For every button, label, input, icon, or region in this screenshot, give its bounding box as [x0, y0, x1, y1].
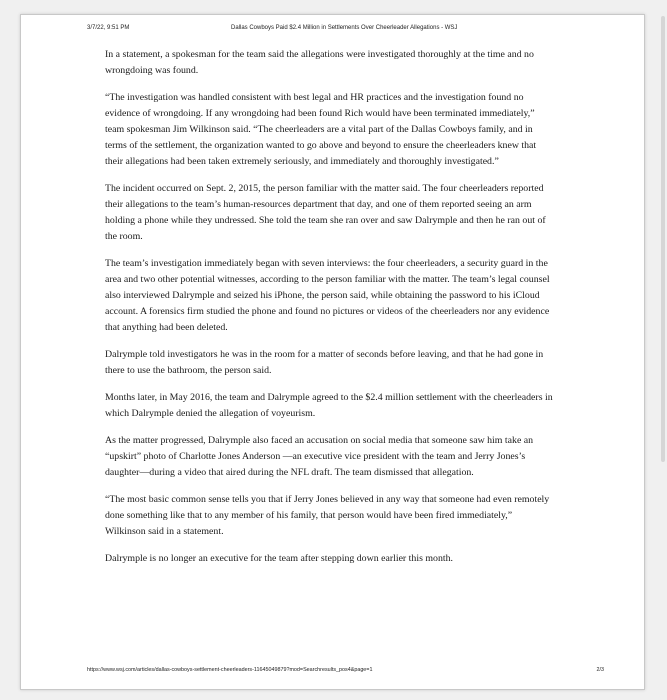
- article-paragraph: “The investigation was handled consistent with best legal and HR practices and the investigation found no evidence of wrongdoing. If any wrongdoing had been found Rich would have been terminated immediately,” team spokesman Jim Wilkinson said. “The cheerleaders are a vital part of the Dallas Cowboys family, and in terms of the settlement, the organization wanted to go above and beyond to ensure the cheerleaders knew that their allegations had been taken extremely seriously, and immediately and thoroughly investigated.”: [105, 92, 537, 167]
- article-url: https://www.wsj.com/articles/dallas-cowboys-settlement-cheerleaders-11645049879?mod=Searchresults_pos4&page=1: [87, 667, 373, 673]
- article-paragraph: Dalrymple is no longer an executive for the team after stepping down earlier this month.: [105, 553, 453, 564]
- article-body: [105, 47, 555, 578]
- document-page: [20, 14, 645, 690]
- article-paragraph: Months later, in May 2016, the team and Dalrymple agreed to the $2.4 million settlement with the cheerleaders in which Dalrymple denied the allegation of voyeurism.: [105, 392, 553, 419]
- vertical-scrollbar[interactable]: [661, 16, 665, 462]
- article-paragraph: The team’s investigation immediately began with seven interviews: the four cheerleaders, a security guard in the area and two other potential witnesses, according to the person familiar with the matter. The team’s legal counsel also interviewed Dalrymple and seized his iPhone, the person said, while obtaining the password to his iCloud account. A forensics firm studied the phone and found no pictures or videos of the cheerleaders nor any evidence that anything had been deleted.: [105, 258, 550, 333]
- page-number: 2/3: [596, 667, 604, 673]
- article-paragraph: In a statement, a spokesman for the team said the allegations were investigated thoroughly at the time and no wrongdoing was found.: [105, 49, 534, 76]
- article-paragraph: Dalrymple told investigators he was in the room for a matter of seconds before leaving, and that he had gone in there to use the bathroom, the person said.: [105, 349, 544, 376]
- print-title: Dallas Cowboys Paid $2.4 Million in Settlements Over Cheerleader Allegations - WSJ: [231, 25, 458, 31]
- article-paragraph: As the matter progressed, Dalrymple also faced an accusation on social media that someone saw him take an “upskirt” photo of Charlotte Jones Anderson —an executive vice president with the team and Jerry Jones’s daughter—during a video that aired during the NFL draft. The team dismissed that allegation.: [105, 435, 534, 478]
- article-paragraph: The incident occurred on Sept. 2, 2015, the person familiar with the matter said. The four cheerleaders reported their allegations to the team’s human-resources department that day, and one of them reported seeing an arm holding a phone while they undressed. She told the team she ran over and saw Dalrymple and then he ran out of the room.: [105, 183, 546, 242]
- print-timestamp: 3/7/22, 9:51 PM: [87, 25, 130, 31]
- article-paragraph: “The most basic common sense tells you that if Jerry Jones believed in any way that someone had even remotely done something like that to any member of his family, that person would have been fired immediately,” Wilkinson said in a statement.: [105, 494, 550, 537]
